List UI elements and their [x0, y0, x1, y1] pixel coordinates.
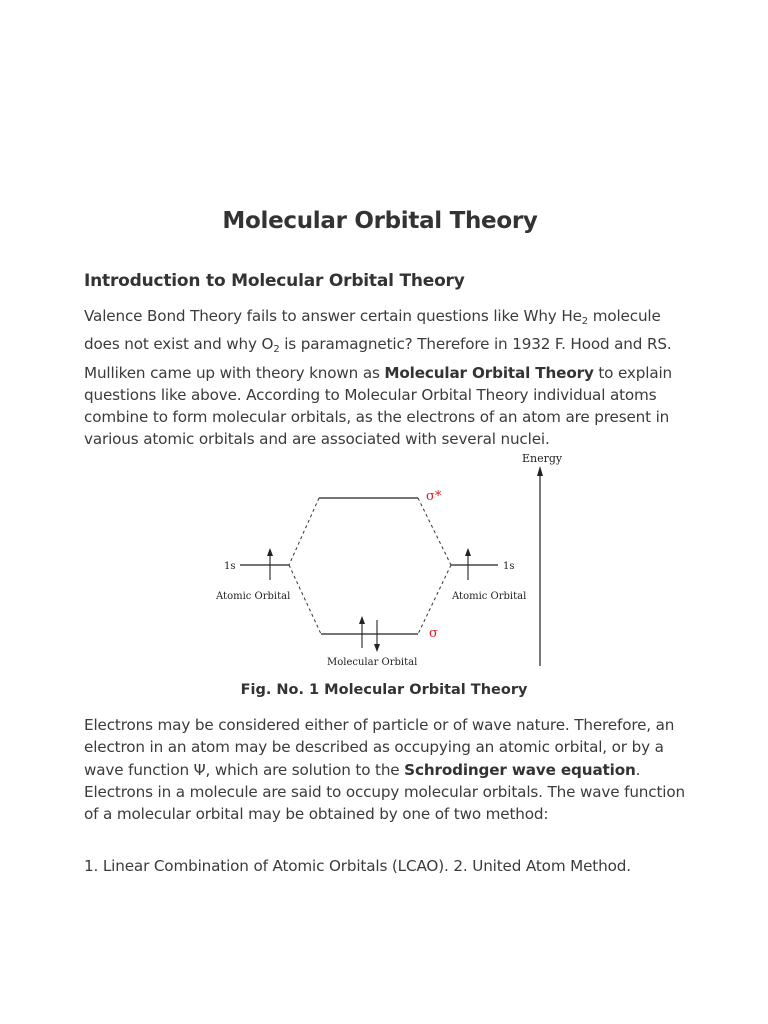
page-title: Molecular Orbital Theory: [222, 208, 538, 234]
section-heading: Introduction to Molecular Orbital Theory: [84, 271, 465, 291]
dash-right-upper: [418, 498, 451, 565]
para1-text-a: Valence Bond Theory fails to answer certain questions like Why He: [84, 307, 582, 325]
para1-text-c: is paramagnetic? Therefore in 1932 F. Hood and RS. Mulliken came up with theory known as: [84, 335, 672, 382]
wave-paragraph: [84, 714, 689, 825]
left-ao-caption: Atomic Orbital: [216, 591, 291, 602]
sigma-up-arrow-head: [359, 616, 365, 624]
energy-label: Energy: [522, 452, 563, 465]
figure-caption: Fig. No. 1 Molecular Orbital Theory: [240, 682, 528, 698]
mo-caption: Molecular Orbital: [327, 657, 418, 668]
right-electron-arrow-head: [465, 548, 471, 556]
methods-line: 1. Linear Combination of Atomic Orbitals (LCAO). 2. United Atom Method.: [84, 857, 631, 875]
left-electron-arrow-head: [267, 548, 273, 556]
para1-subscript-o: 2: [273, 344, 280, 356]
para2-text-b: . Electrons in a molecule are said to occupy molecular orbitals. The wave function of a molecular orbital may be obtained by one of two method:: [84, 760, 685, 824]
dash-left-upper: [289, 498, 319, 565]
para1-bold-term: Molecular Orbital Theory: [384, 363, 594, 382]
right-1s-label: 1s: [503, 561, 515, 572]
para2-text-a: Electrons may be considered either of particle or of wave nature. Therefore, an electron in an atom may be described as occupying an atomic orbital, or by a wave function Ψ, which are solution to the: [84, 716, 675, 779]
para1-text-d: to explain questions like above. According to Molecular Orbital Theory individual atoms combine to form molecular orbitals, as the electrons of an atom are present in various atomic orbitals and are associated with several nuclei.: [84, 363, 673, 449]
sigma-label: σ: [429, 626, 438, 641]
left-1s-label: 1s: [224, 561, 236, 572]
para1-text-b: molecule does not exist and why O: [84, 307, 661, 354]
energy-arrow-head: [537, 466, 543, 476]
para1-subscript-he: 2: [581, 316, 589, 327]
para2-bold-term: Schrodinger wave equation: [404, 760, 636, 779]
right-ao-caption: Atomic Orbital: [452, 591, 527, 602]
sigma-down-arrow-head: [374, 644, 380, 652]
dash-left-lower: [289, 565, 321, 634]
dash-right-lower: [418, 565, 451, 634]
sigma-star-label: σ*: [426, 489, 442, 504]
